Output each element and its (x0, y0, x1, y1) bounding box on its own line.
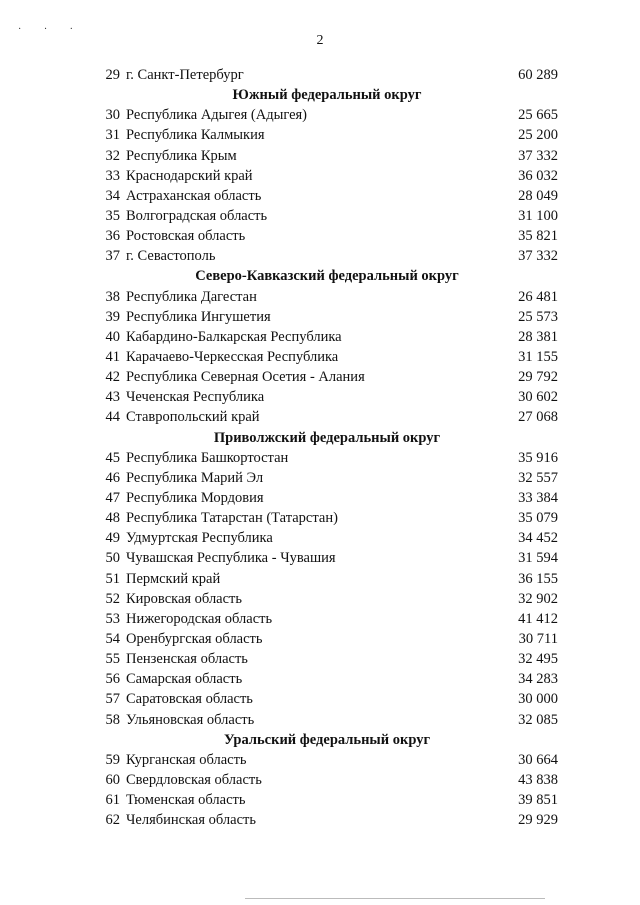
row-number: 54 (105, 630, 120, 647)
region-name: Пермский край (126, 570, 221, 587)
table-row (96, 468, 558, 488)
region-value: 28 381 (518, 328, 558, 345)
row-number: 49 (105, 530, 120, 547)
row-number: 32 (105, 147, 120, 164)
row-number: 41 (105, 348, 120, 365)
district-heading: Южный федеральный округ (232, 87, 422, 104)
table-row (96, 770, 558, 790)
row-number: 31 (105, 127, 120, 144)
region-name: Астраханская область (126, 187, 262, 204)
row-number: 30 (105, 107, 120, 124)
table-row (96, 750, 558, 770)
region-name: Нижегородская область (126, 610, 273, 627)
row-number: 56 (105, 671, 120, 688)
region-name: Волгоградская область (126, 207, 268, 224)
region-value: 32 495 (518, 651, 558, 668)
region-name: Республика Калмыкия (126, 127, 265, 144)
table-row (96, 710, 558, 730)
region-value: 60 289 (518, 67, 558, 83)
district-heading: Северо-Кавказский федеральный округ (195, 268, 459, 285)
region-name: Чувашская Республика - Чувашия (126, 550, 336, 567)
region-value: 39 851 (518, 792, 558, 809)
table-row (96, 810, 558, 830)
region-name: Удмуртская Республика (126, 530, 273, 547)
row-number: 62 (105, 812, 120, 829)
row-number: 42 (105, 369, 120, 386)
table-row (96, 407, 558, 427)
table-row (96, 105, 558, 125)
row-number: 35 (105, 207, 120, 224)
region-name: Республика Северная Осетия - Алания (126, 369, 365, 386)
region-value: 43 838 (518, 771, 558, 788)
row-number: 55 (105, 651, 120, 668)
row-number: 37 (105, 248, 120, 265)
row-number: 48 (105, 510, 120, 527)
region-value: 37 332 (518, 147, 558, 164)
region-value: 32 557 (518, 469, 558, 486)
region-name: Республика Марий Эл (126, 469, 264, 486)
table-row (96, 488, 558, 508)
region-value: 29 929 (518, 812, 558, 829)
row-number: 60 (105, 771, 120, 788)
row-number: 51 (105, 570, 120, 587)
region-value: 36 032 (518, 167, 558, 184)
region-value: 36 155 (518, 570, 558, 587)
region-name: Республика Дагестан (126, 288, 257, 305)
region-value: 30 602 (518, 389, 558, 406)
table-row (96, 166, 558, 186)
district-heading: Приволжский федеральный округ (213, 429, 441, 446)
region-name: Краснодарский край (126, 167, 253, 184)
region-name: Чеченская Республика (126, 389, 265, 406)
region-value: 27 068 (518, 409, 558, 426)
region-name: Саратовская область (126, 691, 253, 708)
table-row (96, 125, 558, 145)
row-number: 53 (105, 610, 120, 627)
region-value: 28 049 (518, 187, 558, 204)
region-name: Республика Башкортостан (126, 449, 289, 466)
region-value: 35 821 (518, 228, 558, 245)
table-row (96, 226, 558, 246)
row-number: 33 (105, 167, 120, 184)
table-row (96, 327, 558, 347)
table-row (96, 347, 558, 367)
region-name: Республика Крым (126, 147, 237, 164)
region-value: 35 916 (518, 449, 558, 466)
table-row (96, 387, 558, 407)
region-name: Республика Адыгея (Адыгея) (126, 107, 308, 124)
region-value: 31 594 (518, 550, 558, 567)
region-value: 32 902 (518, 590, 558, 607)
row-number: 40 (105, 328, 120, 345)
region-name: Республика Мордовия (126, 489, 264, 506)
region-value: 25 665 (518, 107, 558, 124)
region-value: 31 100 (518, 207, 558, 224)
table-row (96, 367, 558, 387)
region-name: Ростовская область (126, 228, 246, 245)
page-number: 2 (316, 33, 324, 48)
table-row (96, 508, 558, 528)
region-value: 25 200 (518, 127, 558, 144)
region-name: Тюменская область (126, 792, 246, 809)
region-name: Курганская область (126, 751, 247, 768)
region-name: Ставропольский край (126, 409, 260, 426)
table-row (96, 287, 558, 307)
region-value: 34 283 (518, 671, 558, 688)
region-value: 34 452 (518, 530, 558, 547)
row-number: 61 (105, 792, 120, 809)
table-row (96, 629, 558, 649)
region-value: 30 000 (518, 691, 558, 708)
region-value: 25 573 (518, 308, 558, 325)
row-number: 52 (105, 590, 120, 607)
table-row (96, 649, 558, 669)
table-row (96, 448, 558, 468)
region-value: 33 384 (518, 489, 558, 506)
region-value: 41 412 (518, 610, 558, 627)
region-name: Оренбургская область (126, 630, 263, 647)
region-value: 30 711 (518, 630, 558, 647)
row-number: 44 (105, 409, 120, 426)
table-row (96, 689, 558, 709)
region-name: Ульяновская область (126, 711, 255, 728)
table-row (96, 146, 558, 166)
row-number: 34 (105, 187, 120, 204)
row-number: 45 (105, 449, 120, 466)
table-row (96, 186, 558, 206)
table-row (96, 790, 558, 810)
region-value: 26 481 (518, 288, 558, 305)
region-table (96, 65, 558, 830)
table-row (96, 206, 558, 226)
row-number: 58 (105, 711, 120, 728)
region-name: Пензенская область (126, 651, 248, 668)
table-row (96, 589, 558, 609)
table-row (96, 669, 558, 689)
table-row (96, 609, 558, 629)
table-row (96, 528, 558, 548)
region-value: 32 085 (518, 711, 558, 728)
region-value: 29 792 (518, 369, 558, 386)
region-name: г. Санкт-Петербург (126, 67, 244, 83)
row-number: 57 (105, 691, 120, 708)
row-number: 46 (105, 469, 120, 486)
row-number: 39 (105, 308, 120, 325)
region-name: Республика Татарстан (Татарстан) (126, 510, 338, 527)
row-number: 38 (105, 288, 120, 305)
region-name: г. Севастополь (126, 248, 216, 265)
table-row (96, 307, 558, 327)
table-row (96, 246, 558, 266)
scan-specks: · · · (18, 24, 83, 35)
region-name: Кировская область (126, 590, 243, 607)
region-name: Карачаево-Черкесская Республика (126, 348, 339, 365)
row-number: 36 (105, 228, 120, 245)
region-name: Самарская область (126, 671, 243, 688)
region-name: Свердловская область (126, 771, 262, 788)
row-number: 50 (105, 550, 120, 567)
region-value: 31 155 (518, 348, 558, 365)
row-number: 59 (105, 751, 120, 768)
district-heading: Уральский федеральный округ (223, 731, 431, 748)
region-value: 37 332 (518, 248, 558, 265)
row-number: 47 (105, 489, 120, 506)
region-name: Кабардино-Балкарская Республика (126, 328, 342, 345)
row-number: 43 (105, 389, 120, 406)
table-row (96, 548, 558, 568)
row-number: 29 (105, 67, 120, 83)
region-name: Челябинская область (126, 812, 256, 829)
table-row (96, 569, 558, 589)
region-name: Республика Ингушетия (126, 308, 271, 325)
region-value: 35 079 (518, 510, 558, 527)
region-value: 30 664 (518, 751, 558, 768)
scan-edge-line (245, 898, 545, 899)
table-row (96, 65, 558, 85)
